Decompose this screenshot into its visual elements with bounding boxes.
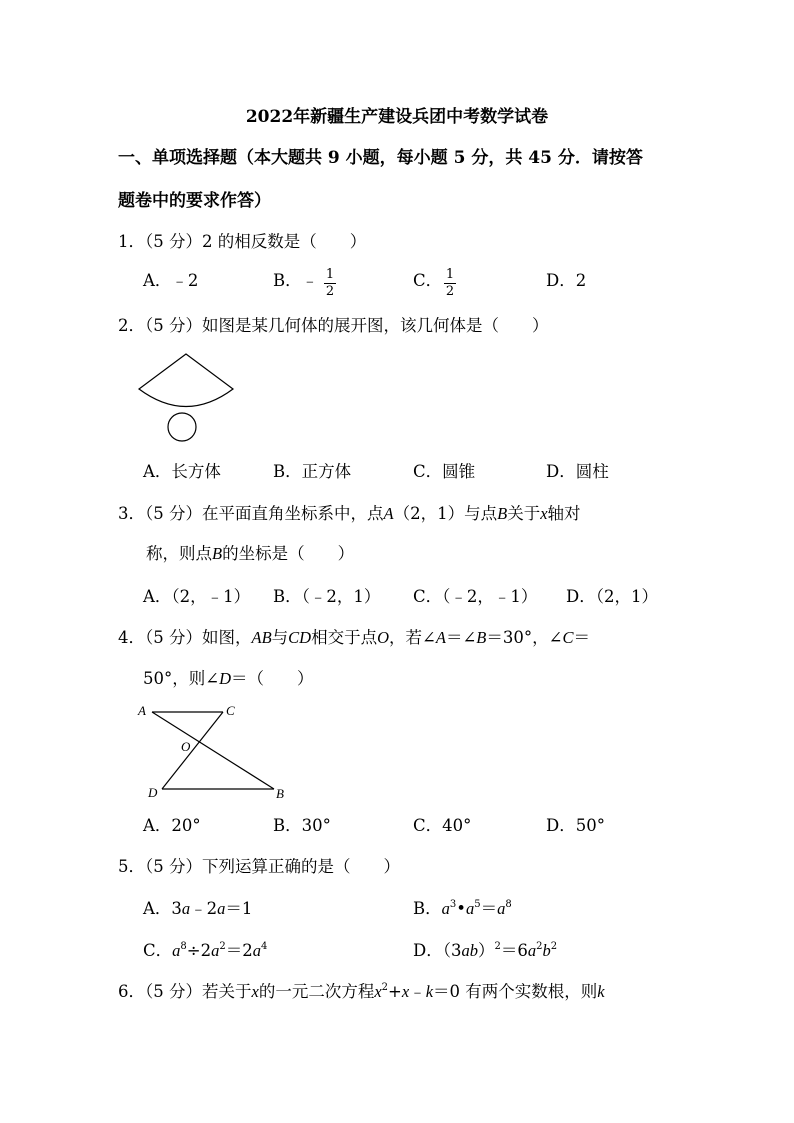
question-4-option-b: B．30° xyxy=(273,816,331,835)
question-3-option-a: A．（2，﹣1） xyxy=(143,587,251,606)
intersecting-lines-figure xyxy=(136,701,296,803)
question-1-option-c: C． xyxy=(413,271,443,290)
sector-shape xyxy=(139,354,233,407)
question-4-stem-line2: 50°，则∠D＝（ ） xyxy=(143,669,314,688)
question-3-option-c: C．（﹣2，﹣1） xyxy=(413,587,538,606)
question-1-stem: 1．（5 分）2 的相反数是（ ） xyxy=(118,232,367,251)
label-c: C xyxy=(226,703,235,718)
section-heading-line2: 题卷中的要求作答） xyxy=(118,191,271,211)
question-6-stem: 6．（5 分）若关于x的一元二次方程$x^2+x﹣k=0$ 有两个实数根，则k xyxy=(118,982,605,1001)
question-4-option-c: C．40° xyxy=(413,816,472,835)
question-1-option-a: A．﹣2 xyxy=(143,271,199,290)
question-1-option-c-fraction: 1 2 xyxy=(445,267,455,299)
question-5-stem: 5．（5 分）下列运算正确的是（ ） xyxy=(118,857,400,876)
question-1-option-d: D．2 xyxy=(546,271,587,290)
question-5-option-a: A．3a﹣2a＝1 xyxy=(143,899,253,918)
segment-ab xyxy=(152,712,274,789)
question-3-option-d: D．（2，1） xyxy=(566,587,658,606)
label-b: B xyxy=(276,786,284,801)
question-2-option-c: C．圆锥 xyxy=(413,462,476,481)
label-d: D xyxy=(148,785,158,800)
question-2-stem: 2．（5 分）如图是某几何体的展开图，该几何体是（ ） xyxy=(118,316,549,335)
base-circle xyxy=(168,413,196,441)
question-4-stem-line1: 4．（5 分）如图，AB与CD相交于点O，若∠A＝∠B＝30°，∠C＝ xyxy=(118,628,590,647)
question-5-option-b: B．$a^3•a^5=a^8$ xyxy=(413,899,512,918)
question-3-stem-line2: 称，则点B的坐标是（ ） xyxy=(146,544,355,563)
section-heading-line1: 一、单项选择题（本大题共 9 小题，每小题 5 分，共 45 分．请按答 xyxy=(118,148,643,168)
question-4-option-a: A．20° xyxy=(143,816,201,835)
question-5-option-d: D．$(3ab)^2=6a^2b^2$ xyxy=(413,941,558,960)
question-2-option-b: B．正方体 xyxy=(273,462,352,481)
question-3-option-b: B．（﹣2，1） xyxy=(273,587,381,606)
question-3-stem-line1: 3．（5 分）在平面直角坐标系中，点A（2，1）与点B关于x轴对 xyxy=(118,504,581,523)
page-title: 2022年新疆生产建设兵团中考数学试卷 xyxy=(245,107,549,127)
cone-net-figure xyxy=(136,352,236,444)
question-2-option-d: D．圆柱 xyxy=(546,462,609,481)
question-1-option-b: B．﹣ xyxy=(273,271,319,290)
question-1-option-b-fraction: 1 2 xyxy=(325,267,335,299)
label-a: A xyxy=(138,703,146,718)
question-2-option-a: A．长方体 xyxy=(143,462,221,481)
question-4-option-d: D．50° xyxy=(546,816,605,835)
question-5-option-c: C．$a^8\div 2a^2=2a^4$ xyxy=(143,941,268,960)
label-o: O xyxy=(181,739,191,754)
